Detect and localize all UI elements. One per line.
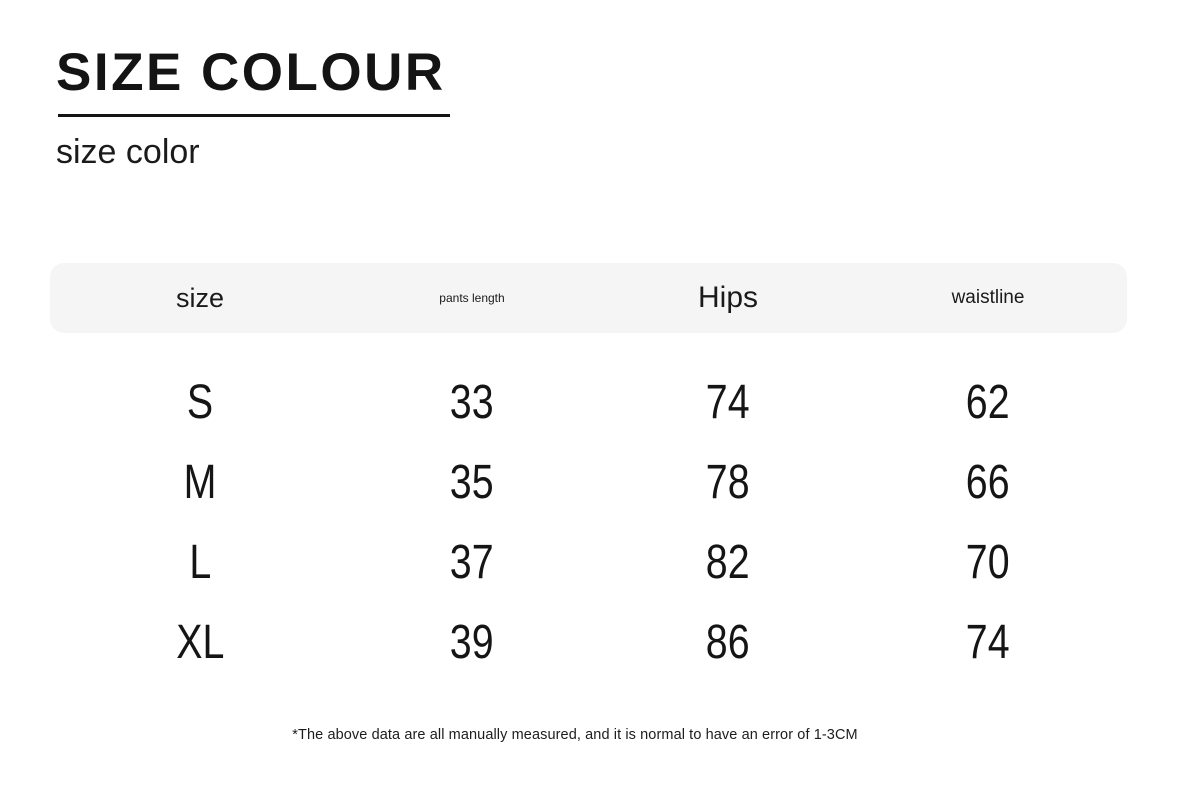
measurement-disclaimer: *The above data are all manually measured, and it is normal to have an error of 1-3CM	[292, 727, 858, 743]
cell-size: S	[186, 376, 214, 429]
table-row-l	[50, 523, 1127, 603]
column-header-hips: Hips	[697, 281, 758, 314]
size-table	[50, 263, 1127, 683]
column-header-pants-length: pants length	[439, 291, 505, 305]
cell-hips: 82	[706, 536, 750, 589]
page-title: SIZE COLOUR	[56, 43, 446, 102]
size-table-header	[50, 263, 1127, 333]
size-table-body	[50, 363, 1127, 683]
cell-pants-length: 33	[450, 376, 494, 429]
cell-size: XL	[175, 616, 225, 669]
cell-hips: 74	[706, 376, 750, 429]
page-subtitle: size color	[56, 133, 200, 171]
table-row-m	[50, 443, 1127, 523]
cell-hips: 78	[706, 456, 750, 509]
cell-pants-length: 35	[450, 456, 494, 509]
cell-waistline: 66	[966, 456, 1010, 509]
cell-size: M	[183, 456, 217, 509]
cell-pants-length: 37	[450, 536, 494, 589]
column-header-waistline: waistline	[951, 287, 1025, 308]
table-row-s	[50, 363, 1127, 443]
cell-waistline: 74	[966, 616, 1010, 669]
column-header-size: size	[175, 282, 224, 313]
table-row-xl	[50, 603, 1127, 683]
cell-pants-length: 39	[450, 616, 494, 669]
cell-size: L	[189, 536, 211, 589]
title-underline	[58, 114, 450, 117]
cell-waistline: 70	[966, 536, 1010, 589]
cell-hips: 86	[706, 616, 750, 669]
cell-waistline: 62	[966, 376, 1010, 429]
